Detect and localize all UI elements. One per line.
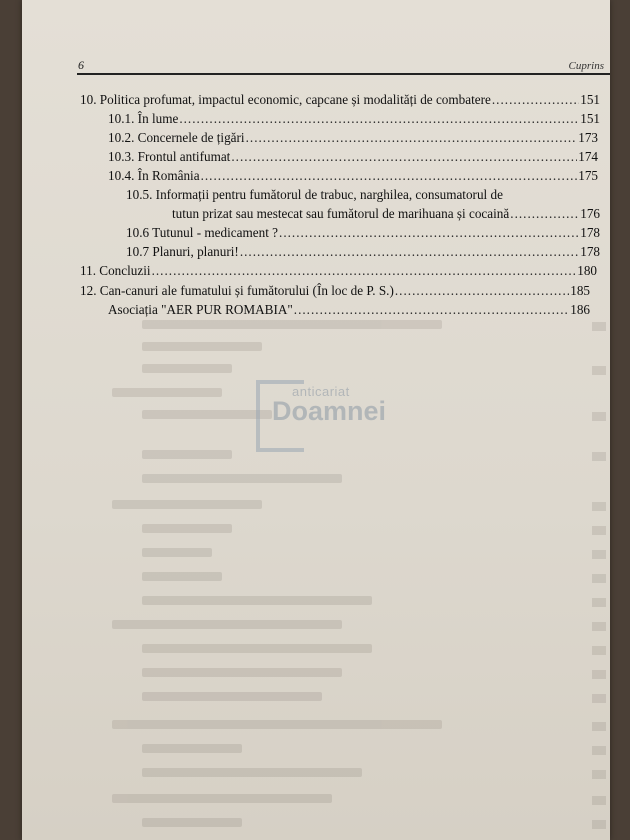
page-number: 6	[78, 58, 84, 72]
toc-entry-10-1[interactable]	[108, 111, 600, 127]
toc-leader-dots	[279, 225, 579, 241]
toc-leader-dots	[231, 149, 577, 165]
watermark-top-text: anticariat	[292, 384, 350, 399]
toc-entry-title: 11. Concluzii	[80, 263, 151, 278]
toc-entry-page: 173	[578, 130, 598, 145]
toc-leader-dots	[395, 283, 569, 299]
toc-entry-title: 10. Politica profumat, impactul economic, capcane și modalități de combatere	[80, 92, 491, 107]
toc-entry-asociatia[interactable]	[108, 302, 590, 318]
toc-entry-10-7[interactable]	[126, 244, 600, 260]
toc-entry-title: 10.6 Tutunul - medicament ?	[126, 225, 279, 240]
toc-entry-page: 151	[580, 111, 600, 126]
toc-entry-10-5-first-line[interactable]: 10.5. Informații pentru fumătorul de trabuc, narghilea, consumatorul de	[126, 187, 503, 202]
toc-entry-title: 10.2. Concernele de țigări	[108, 130, 245, 145]
toc-entry-10-6[interactable]	[126, 225, 600, 241]
toc-entry-title: tutun prizat sau mestecat sau fumătorul de marihuana și cocaină	[172, 206, 510, 221]
toc-entry-title: 10.4. În România	[108, 168, 200, 183]
toc-leader-dots	[201, 168, 578, 184]
toc-entry-10-4[interactable]	[108, 168, 598, 184]
toc-entry-title: 10.1. În lume	[108, 111, 179, 126]
toc-entry-page: 180	[577, 263, 597, 278]
toc-entry-page: 176	[580, 206, 600, 221]
toc-entry-title: 12. Can-canuri ale fumatului și fumătorului (În loc de P. S.)	[80, 283, 394, 298]
toc-leader-dots	[294, 302, 569, 318]
toc-entry-10-2[interactable]	[108, 130, 598, 146]
toc-entry-page: 151	[580, 92, 600, 107]
toc-entry-page: 175	[578, 168, 598, 183]
toc-entry-title: 10.7 Planuri, planuri!	[126, 244, 239, 259]
toc-entry-title: 10.3. Frontul antifumat	[108, 149, 231, 164]
toc-leader-dots	[240, 244, 579, 260]
toc-leader-dots	[492, 92, 579, 108]
toc-leader-dots	[246, 130, 578, 146]
watermark	[232, 380, 432, 452]
toc-entry-10[interactable]	[80, 92, 600, 108]
toc-entry-10-3[interactable]	[108, 149, 598, 165]
toc-leader-dots	[179, 111, 579, 127]
toc-entry-page: 178	[580, 225, 600, 240]
running-header-chapter: Cuprins	[568, 60, 604, 72]
toc-entry-page: 185	[570, 283, 590, 298]
watermark-main-text: Doamnei	[272, 396, 387, 426]
header-rule	[77, 73, 610, 75]
toc-entry-title: Asociația "AER PUR ROMABIA"	[108, 302, 293, 317]
toc-entry-page: 186	[570, 302, 590, 317]
toc-leader-dots	[152, 263, 577, 279]
toc-entry-11[interactable]	[80, 263, 597, 279]
toc-entry-12[interactable]	[80, 283, 590, 299]
toc-leader-dots	[510, 206, 579, 222]
book-page	[22, 0, 610, 840]
toc-entry-10-5[interactable]	[172, 206, 600, 222]
toc-entry-page: 178	[580, 244, 600, 259]
toc-entry-page: 174	[578, 149, 598, 164]
